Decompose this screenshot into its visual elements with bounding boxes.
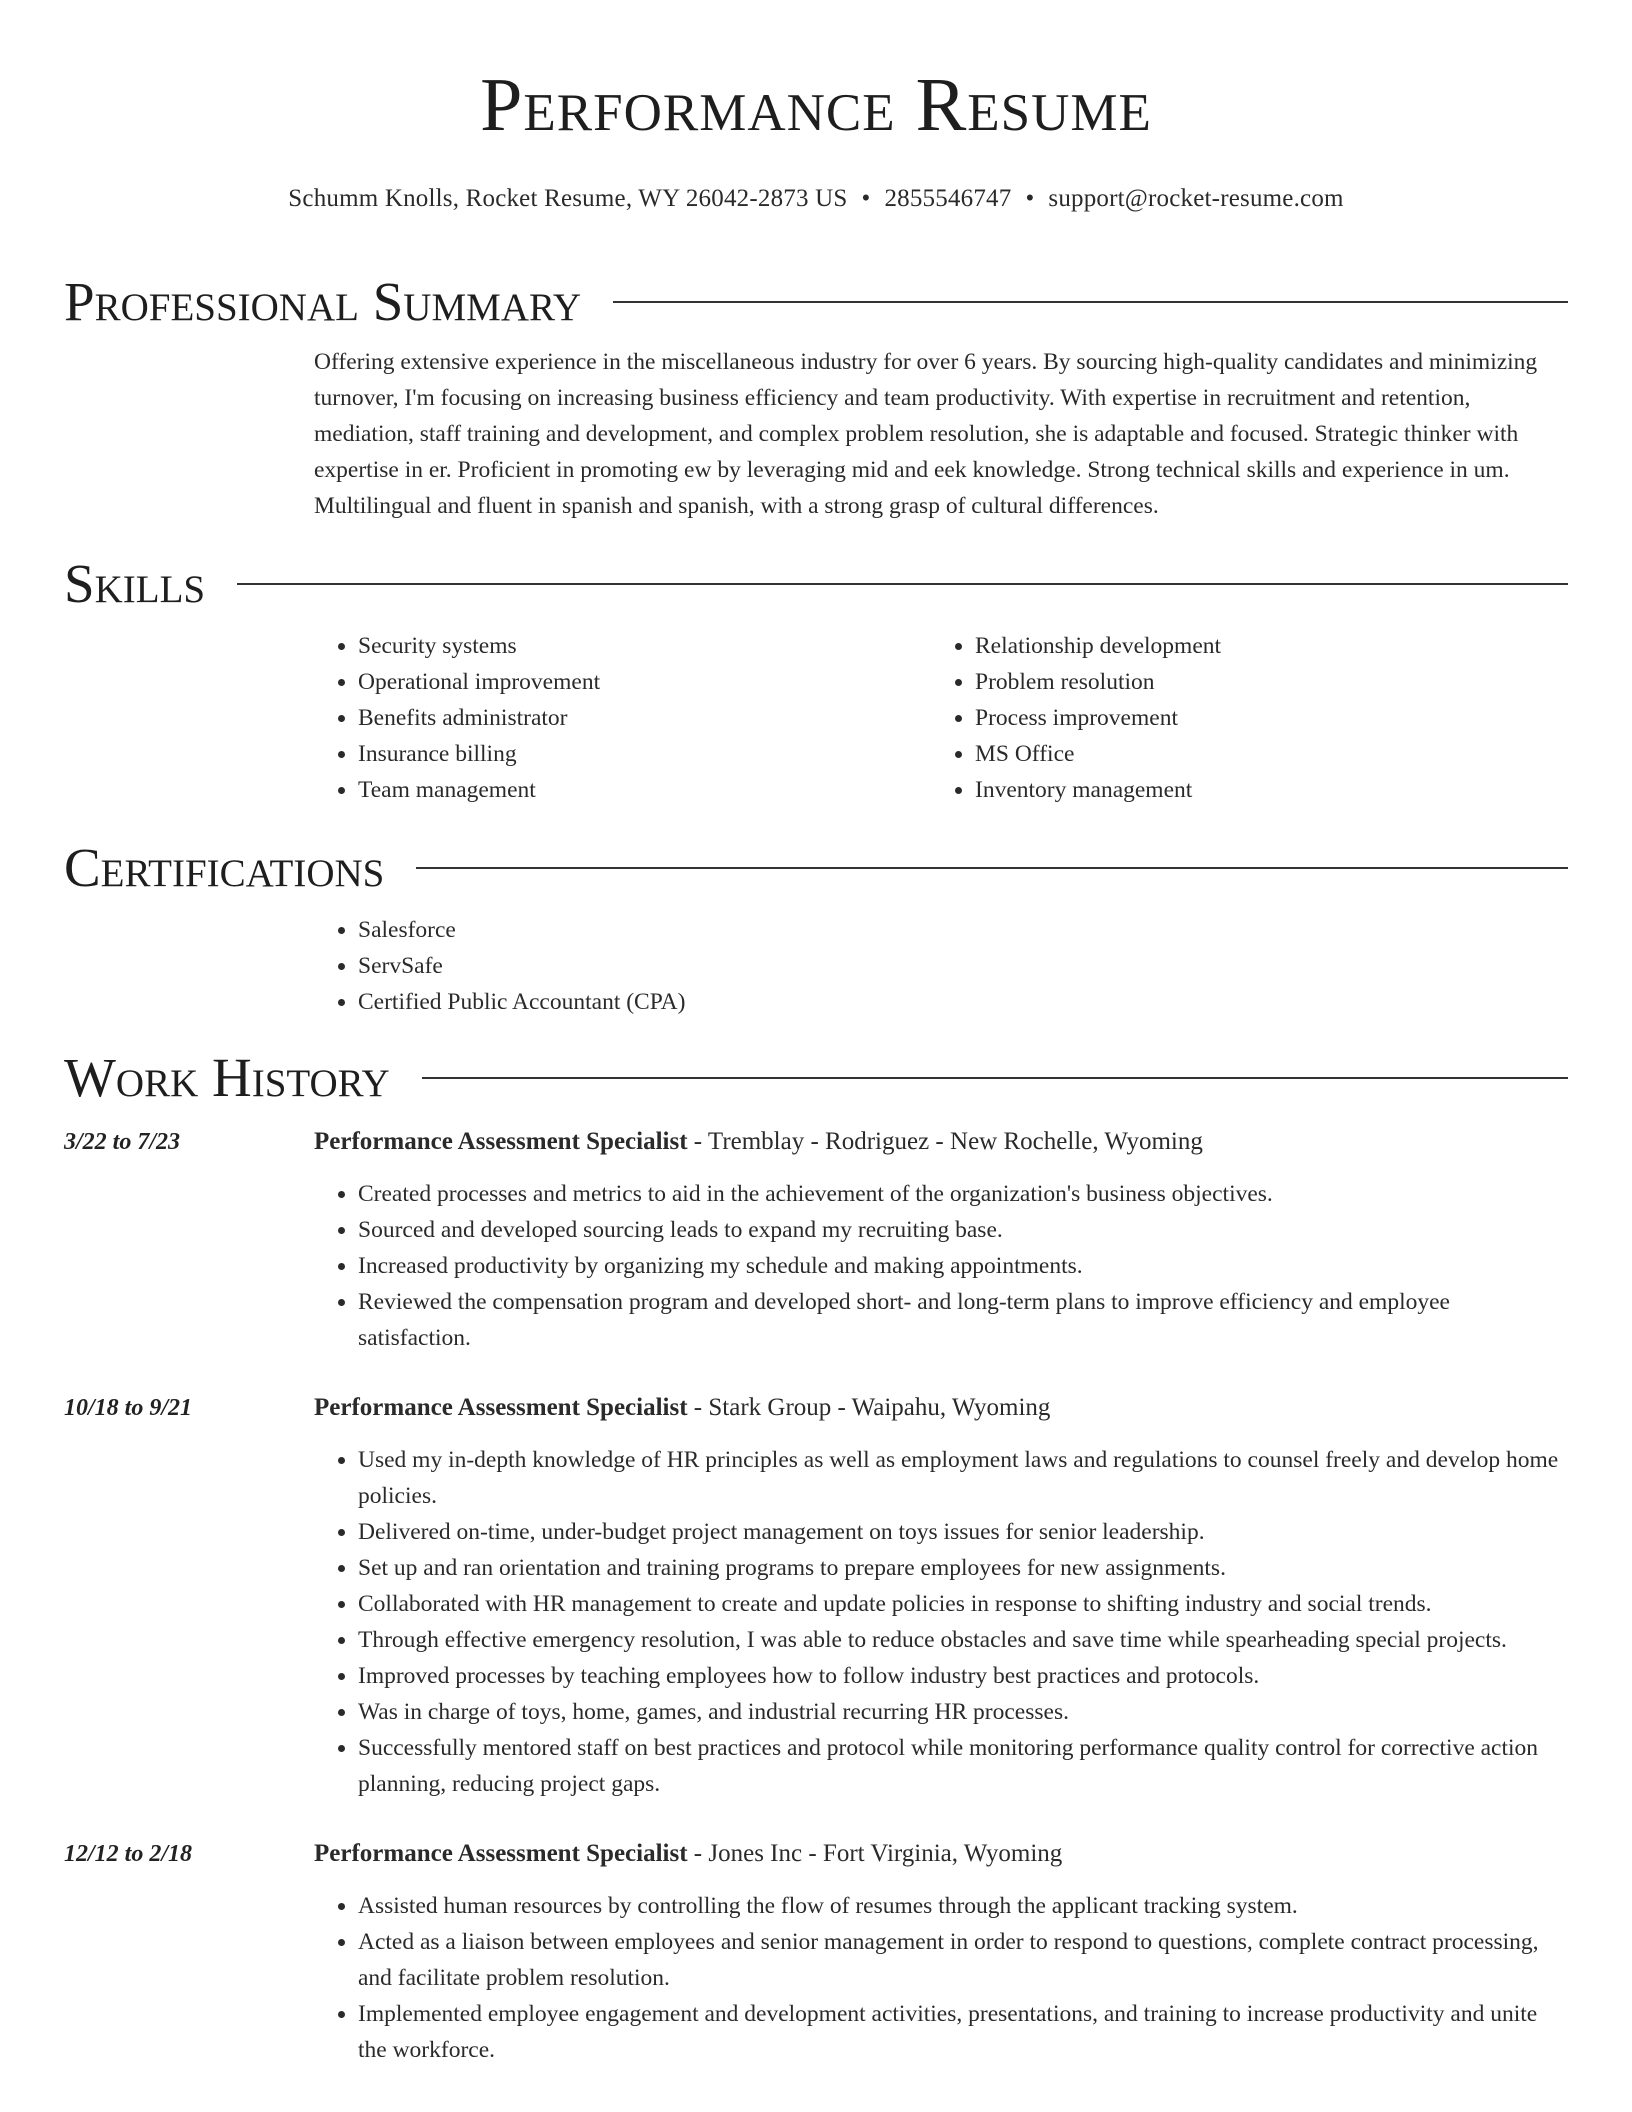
job-bullet: • Sourced and developed sourcing leads to expand my recruiting base. — [358, 1212, 1568, 1248]
skills-columns — [314, 628, 1568, 808]
job-entry — [64, 1836, 1568, 2068]
job-content — [314, 1124, 1568, 1356]
section-title-skills: Skills — [64, 553, 206, 614]
job-bullet: • Assisted human resources by controlling the flow of resumes through the applicant tracking system. — [358, 1888, 1568, 1924]
job-bullet: • Successfully mentored staff on best practices and protocol while monitoring performance quality control for corrective action planning, reducing project gaps. — [358, 1730, 1568, 1802]
section-divider — [237, 583, 1568, 585]
job-title: Performance Assessment Specialist — [314, 1840, 688, 1867]
job-bullet: • Acted as a liaison between employees and senior management in order to respond to questions, complete contract processing, and facilitate problem resolution. — [358, 1924, 1568, 1996]
job-bullet: • Reviewed the compensation program and developed short- and long-term plans to improve efficiency and employee satisfaction. — [358, 1284, 1568, 1356]
section-title-work-history: Work History — [64, 1047, 390, 1108]
section-header — [64, 838, 1568, 898]
summary-text: Offering extensive experience in the miscellaneous industry for over 6 years. By sourcing high-quality candidates and minimizing turnover, I'm focusing on increasing business efficiency and team productivity. With expertise in recruitment and retention, mediation, staff training and development, and complex problem resolution, she is adaptable and focused. Strategic thinker with expertise in er. Proficient in promoting ew by leveraging mid and eek knowledge. Strong technical skills and experience in um. Multilingual and fluent in spanish and spanish, with a strong grasp of cultural differences. — [314, 349, 1538, 519]
skill-item: • Operational improvement — [358, 664, 931, 700]
job-dates: 3/22 to 7/23 — [64, 1129, 181, 1155]
certifications-list — [314, 912, 1568, 1020]
section-divider — [613, 301, 1568, 303]
job-title: Performance Assessment Specialist — [314, 1394, 688, 1421]
certifications-section — [64, 838, 1568, 1020]
skill-item: • Security systems — [358, 628, 931, 664]
skills-column-left — [314, 628, 931, 808]
section-divider — [416, 867, 1568, 869]
job-bullet: • Through effective emergency resolution, I was able to reduce obstacles and save time while spearheading special projects. — [358, 1622, 1568, 1658]
job-company: - Stark Group - Waipahu, Wyoming — [687, 1394, 1051, 1421]
job-company: - Jones Inc - Fort Virginia, Wyoming — [687, 1840, 1063, 1867]
job-bullet: • Improved processes by teaching employees how to follow industry best practices and protocols. — [358, 1658, 1568, 1694]
job-bullet: • Delivered on-time, under-budget project management on toys issues for senior leadership. — [358, 1514, 1568, 1550]
section-divider — [422, 1077, 1568, 1079]
job-heading — [314, 1836, 1568, 1872]
certification-item: • Certified Public Accountant (CPA) — [358, 984, 1568, 1020]
job-bullet: • Set up and ran orientation and training programs to prepare employees for new assignments. — [358, 1550, 1568, 1586]
contact-separator: • — [1025, 185, 1035, 212]
work-history-section — [64, 1048, 1568, 2068]
skills-section — [64, 554, 1568, 808]
skill-item: • Process improvement — [975, 700, 1548, 736]
skills-body — [314, 628, 1568, 808]
job-title: Performance Assessment Specialist — [314, 1128, 688, 1155]
job-entry — [64, 1124, 1568, 1356]
section-header — [64, 554, 1568, 614]
skills-list-right — [931, 628, 1548, 808]
job-bullet: • Implemented employee engagement and development activities, presentations, and training to increase productivity and unite the workforce. — [358, 1996, 1568, 2068]
job-company: - Tremblay - Rodriguez - New Rochelle, Wyoming — [687, 1128, 1203, 1155]
contact-email: support@rocket-resume.com — [1048, 185, 1344, 212]
job-heading — [314, 1390, 1568, 1426]
job-bullet: • Collaborated with HR management to create and update policies in response to shifting industry and social trends. — [358, 1586, 1568, 1622]
job-bullet: • Used my in-depth knowledge of HR principles as well as employment laws and regulations to counsel freely and develop home policies. — [358, 1442, 1568, 1514]
summary-section — [64, 272, 1568, 524]
resume-header — [0, 0, 1632, 216]
skill-item: • Inventory management — [975, 772, 1548, 808]
job-bullets — [314, 1442, 1568, 1802]
job-dates: 10/18 to 9/21 — [64, 1395, 193, 1421]
section-title-summary: Professional Summary — [64, 271, 582, 332]
skill-item: • Problem resolution — [975, 664, 1548, 700]
job-bullets — [314, 1888, 1568, 2068]
job-content — [314, 1836, 1568, 2068]
certification-item: • ServSafe — [358, 948, 1568, 984]
summary-body — [314, 344, 1568, 524]
job-content — [314, 1390, 1568, 1802]
contact-address: Schumm Knolls, Rocket Resume, WY 26042-2873 US — [288, 185, 848, 212]
section-header — [64, 272, 1568, 332]
skills-list-left — [314, 628, 931, 808]
contact-separator: • — [861, 185, 871, 212]
section-header — [64, 1048, 1568, 1108]
job-heading — [314, 1124, 1568, 1160]
skill-item: • Insurance billing — [358, 736, 931, 772]
job-bullet: • Was in charge of toys, home, games, and industrial recurring HR processes. — [358, 1694, 1568, 1730]
skill-item: • MS Office — [975, 736, 1548, 772]
job-dates: 12/12 to 2/18 — [64, 1841, 193, 1867]
certification-item: • Salesforce — [358, 912, 1568, 948]
contact-line — [0, 182, 1632, 216]
job-bullet: • Increased productivity by organizing my schedule and making appointments. — [358, 1248, 1568, 1284]
section-title-certifications: Certifications — [64, 837, 385, 898]
contact-phone: 2855546747 — [884, 185, 1012, 212]
skills-column-right — [931, 628, 1548, 808]
skill-item: • Benefits administrator — [358, 700, 931, 736]
document-title: Performance Resume — [480, 63, 1152, 147]
job-bullet: • Created processes and metrics to aid in the achievement of the organization's business objectives. — [358, 1176, 1568, 1212]
certifications-body — [314, 912, 1568, 1020]
job-entry — [64, 1390, 1568, 1802]
skill-item: • Relationship development — [975, 628, 1548, 664]
skill-item: • Team management — [358, 772, 931, 808]
job-bullets — [314, 1176, 1568, 1356]
